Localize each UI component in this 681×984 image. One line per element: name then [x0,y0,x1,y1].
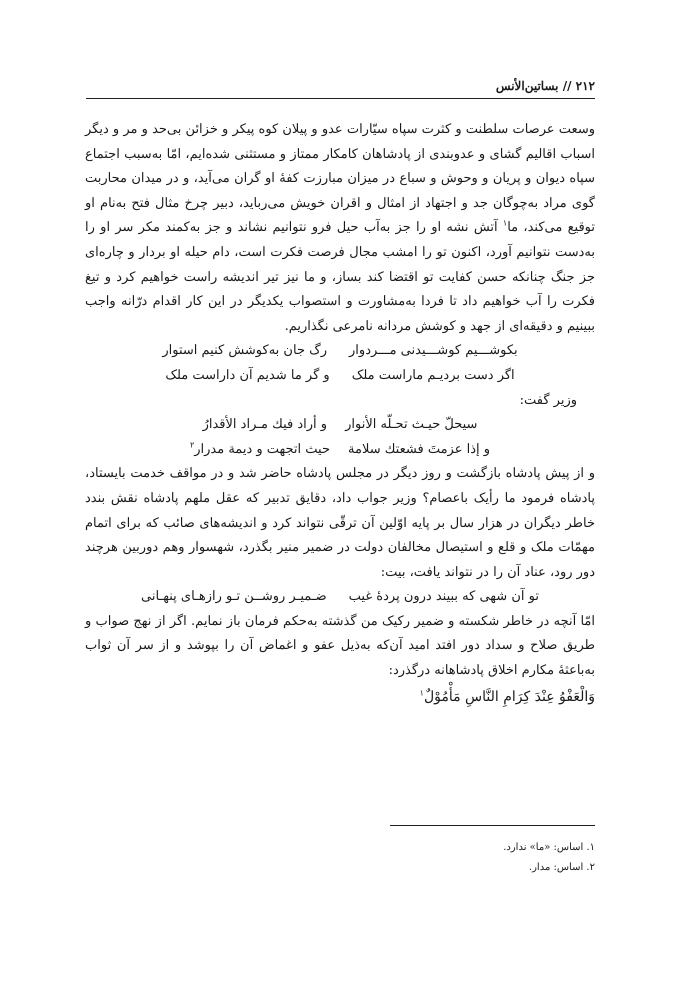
hemistich: بکوشـــیم کوشـــیدنی مـــردوار [349,343,518,359]
hemistich: رگ جان به‌کوشش کنیم استوار [162,343,328,359]
hemistich: تو آن شهی که ببیند درون پردهٔ غیب [348,589,539,605]
arabic-couplet-1 [85,413,595,438]
vizier-said-label: وزیر گفت: [519,392,577,408]
paragraph-3: امّا آنچه در خاطر شکسته و ضمیر رکیک من گذشته به‌حکم فرمان باز نمایم. اگر از نهج صواب و طریق صلاح و سداد دور افتد امید آن‌که به‌ذیل عفو و اغماض آن را بپوشد و از سر آن ثواب به‌باعثهٔ مکارم اخلاق پادشاهانه درگذرد: [85,613,595,679]
paragraph-1 [85,118,595,339]
arabic-quote [85,684,595,710]
main-text [85,118,595,710]
verse-couplet-1 [85,339,595,364]
hemistich: و أراد فیك مـراد الأقدارُ [202,417,328,433]
verse-couplet-2 [85,364,595,389]
footnote-1: ۱. اساس: «ما» ندارد. [503,842,595,853]
verse-couplet-3 [85,585,595,610]
hemistich: ضـمیـر روشــن تـو رازهـای پنهـانی [141,589,327,605]
book-title: بساتین‌الأنس [495,79,559,93]
hemistich-with-note [190,438,330,463]
hemistich: و إذا عزمتَ فشعتك سلامة [348,441,491,457]
footnote-divider [390,825,595,826]
hemistich: و گر ما شدیم آن داراست ملک [165,367,330,383]
footnotes [85,838,595,878]
header-separator: // [562,79,572,93]
footnote-2: ۲. اساس: مدار. [528,862,595,873]
hemistich: اگر دست بردیـم ماراست ملک [351,367,515,383]
quote-text: وَالْعَفْوُ عِنْدَ کِرَامِ النَّاسِ مَأْمُوْلٌ [423,688,595,705]
paragraph-2: و از پیش پادشاه بازگشت و روز دیگر در مجلس پادشاه حاضر شد و در مواقف خدمت بایستاد، پادشاه فرمود ما رأیک باعصام؟ وزیر جواب داد، دقایق تدبیر که عقل ملهم پادشاه نقش بندد خاطر دیگران در هزار سال بر پایه اوّلین آن ترقّی نتواند کرد و اندیشه‌های صائب که برای اتمام مهمّات ملک و قلع و استیصال مخالفان دولت در ضمیر منیر بگذرد، شهسوار وهم دوربین هرچند دور رود، عناد آن را در نتواند یافت، بیت: [85,466,595,580]
paragraph-1-text: وسعت عرصات سلطنت و کثرت سپاه سیّارات عدو و پیلان کوه پیکر و خزائن بی‌حد و مر و دیگر اسباب اقالیم گشای و عدوبندی از پادشاهان کامکار ممتاز و مستثنی شده‌ایم، امّا به‌سبب اجتماع سپاه دیوان و پریان و وحوش و سباع در میزان مبارزت کفهٔ او گران می‌آید، و در میدان محاربت گوی مراد به‌چوگان جد و اجتهاد از امثال و اقران خویش می‌رباید، دبیر چرخ مثال فتح به‌نام او توقیع می‌کند، ما [85,122,595,236]
arabic-couplet-2 [85,438,595,463]
footnote-ref-1: ۱ [502,219,508,229]
running-header [86,76,595,99]
page-number: ۲۱۲ [575,79,595,93]
hemistich: حیث اتجهت و دیمة مدرار [194,441,331,457]
hemistich: سیحلّ حیـث تحـلّه الأنوار [345,417,478,433]
footnote-ref-2: ۲ [189,440,195,450]
footnote-ref-3: ۱ [419,688,424,697]
paragraph-1-rest: آتش نشه او را جز به‌آب حیل فرو نتوانیم نشاند و جز به‌کمند مکر سر او را به‌دست نتوانیم آورد، اکنون تو را امشب مجال فرصت فکرت است، دام حیله او بردار و چاره‌ای جز جنگ چنانکه حسن کفایت تو اقتضا کند بساز، و ما نیز تیر اندیشه راست خواهیم کرد و تیغ فکرت را آب خواهیم داد تا فردا به‌مشاورت و استصواب یکدیگر در این کار اقدام درّانه واجب ببینیم و دقیقه‌ای از جهد و کوشش مردانه نامرعی نگذاریم. [85,220,595,334]
